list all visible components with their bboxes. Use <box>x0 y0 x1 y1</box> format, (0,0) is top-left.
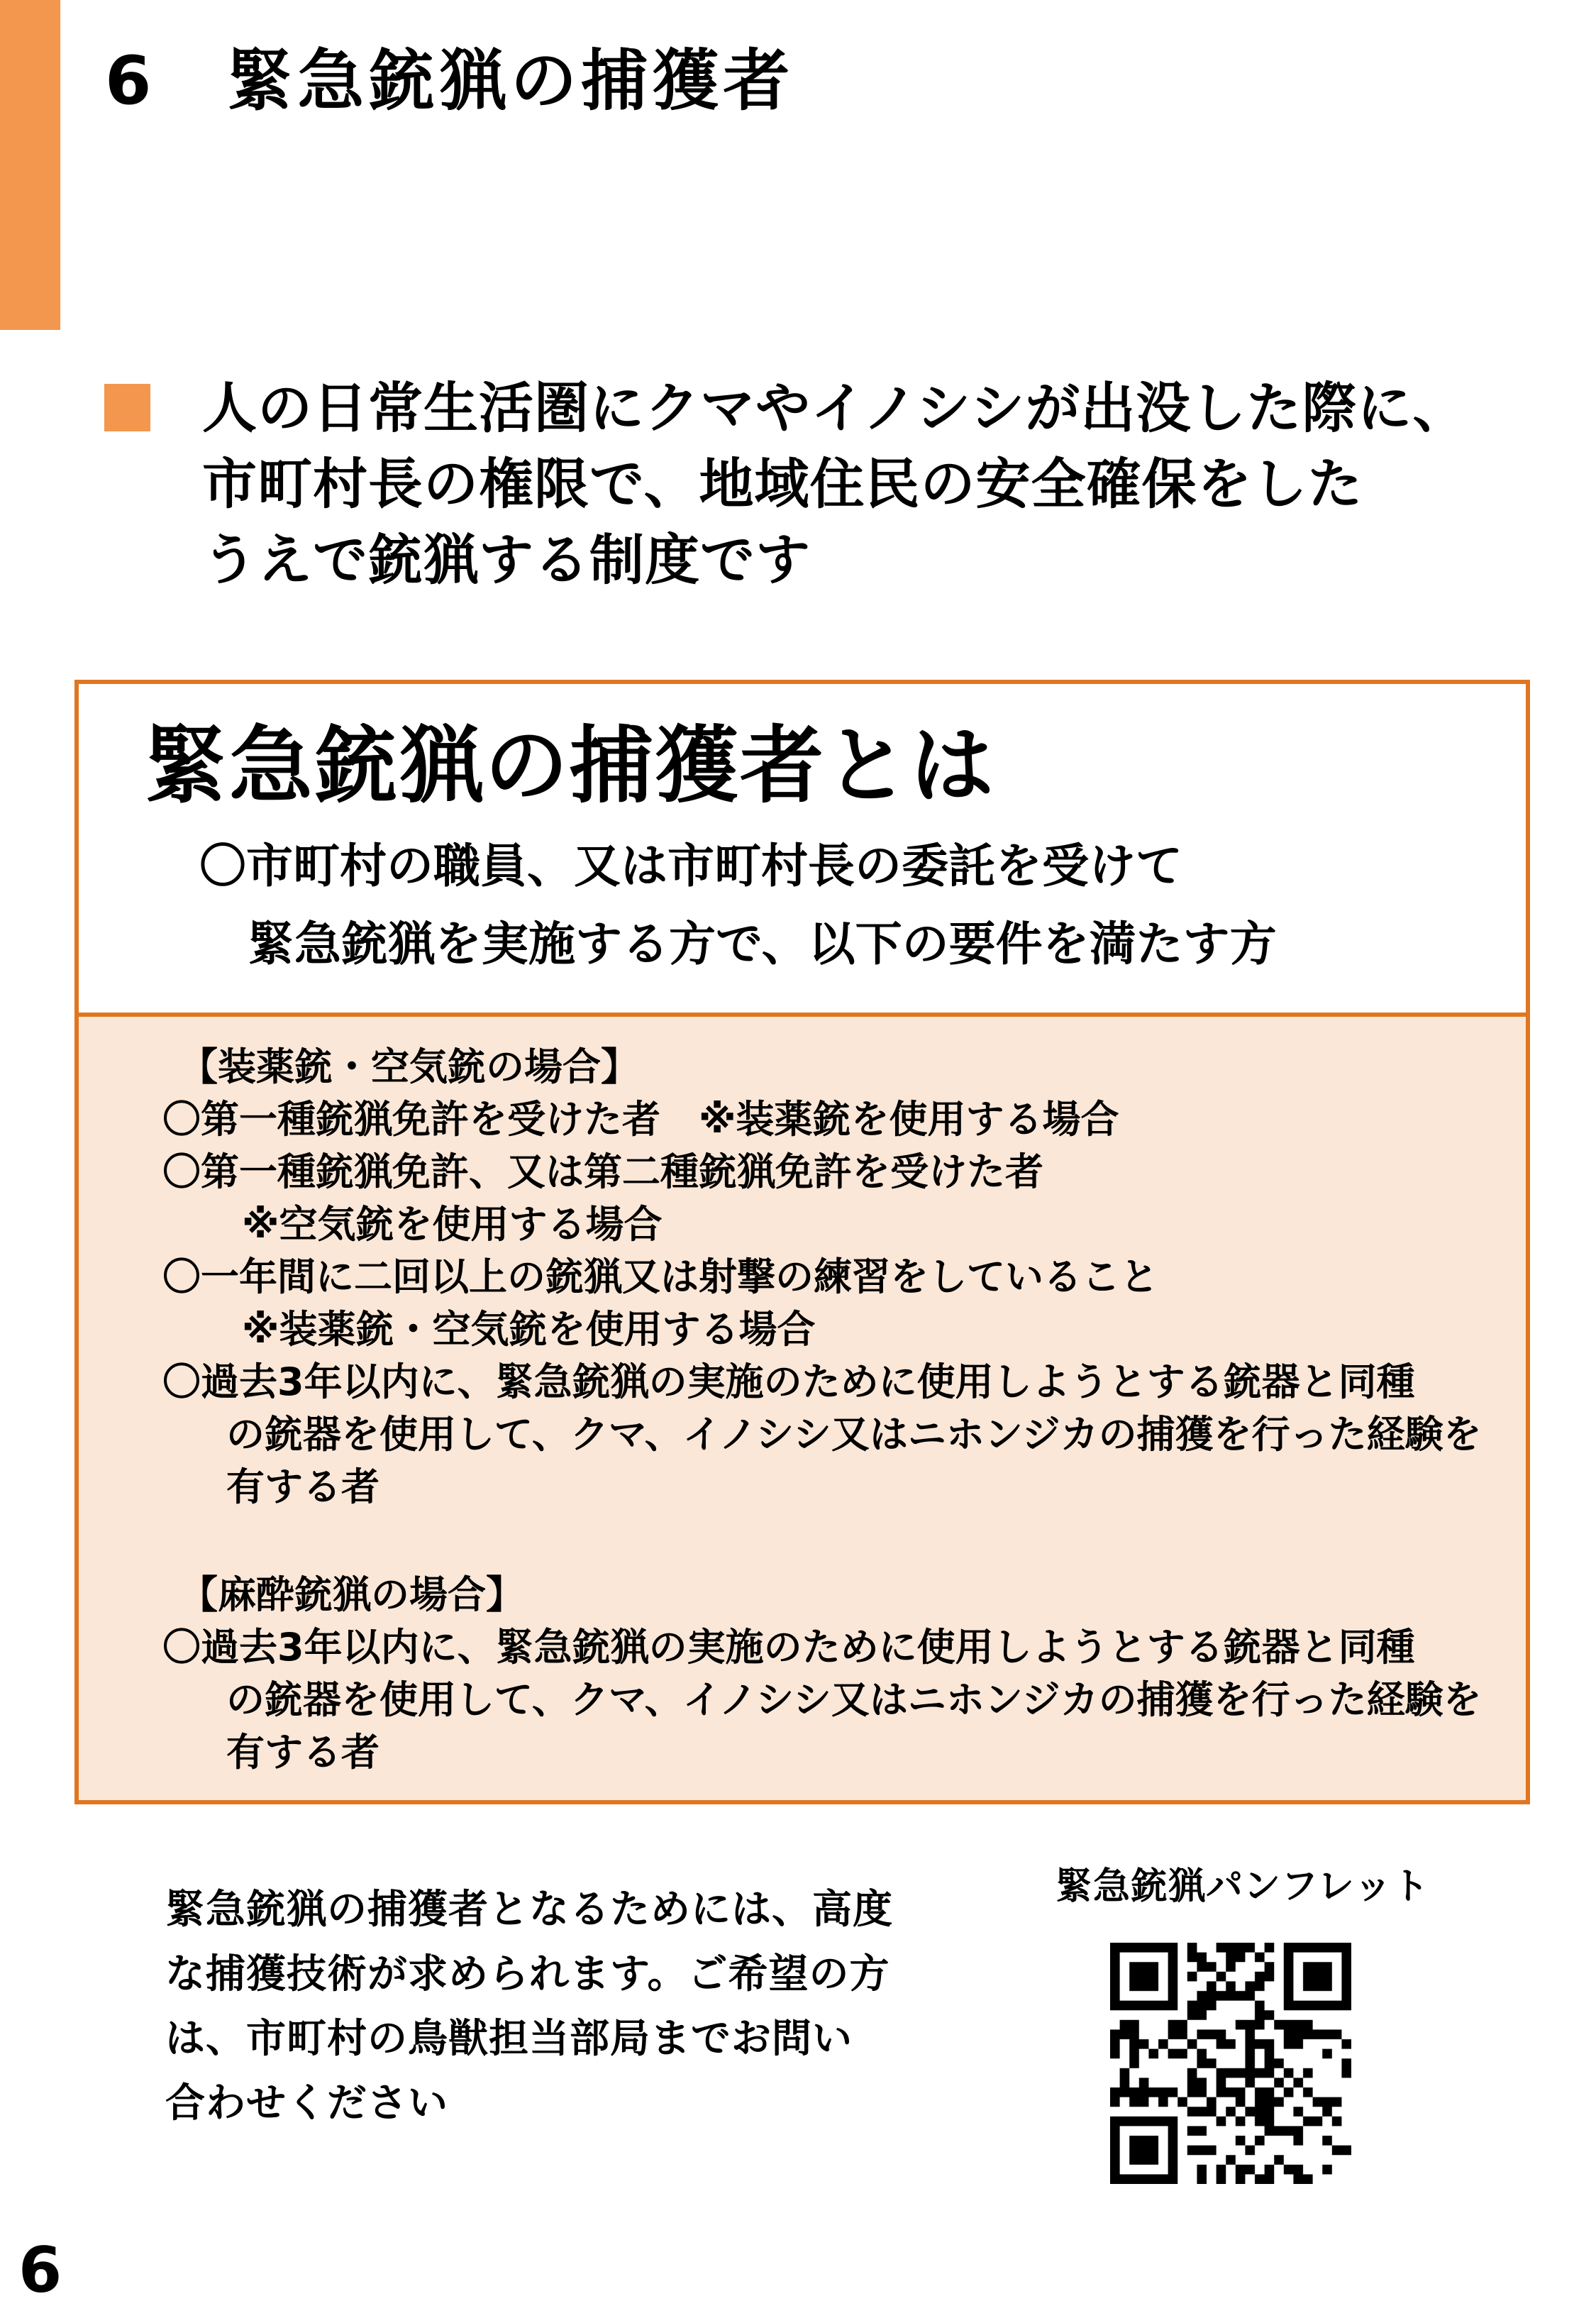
requirement-note: ※空気銃を使用する場合 <box>242 1202 663 1247</box>
qr-code <box>1110 1943 1351 2184</box>
requirement-continuation: の銃器を使用して、クマ、イノシシ又はニホンジカの捕獲を行った経験を <box>226 1412 1482 1457</box>
contact-note-line: な捕獲技術が求められます。ご希望の方 <box>165 1951 890 1997</box>
definition-box-title: 緊急銃猟の捕獲者とは <box>144 717 996 815</box>
orange-sidebar <box>0 0 60 330</box>
requirement-note: ※装薬銃・空気銃を使用する場合 <box>242 1307 816 1352</box>
requirement-continuation: 有する者 <box>226 1730 379 1775</box>
requirement-continuation: 有する者 <box>226 1464 379 1509</box>
intro-paragraph <box>202 371 1468 599</box>
requirements-box <box>74 1017 1530 1804</box>
intro-line: 人の日常生活圏にクマやイノシシが出没した際に、 <box>202 377 1468 441</box>
requirement-item: 〇過去3年以内に、緊急銃猟の実施のために使用しようとする銃器と同種 <box>162 1625 1415 1670</box>
definition-line: 緊急銃猟を実施する方で、以下の要件を満たす方 <box>248 916 1277 971</box>
definition-box <box>74 680 1530 1017</box>
requirement-item: 〇第一種銃猟免許を受けた者 ※装薬銃を使用する場合 <box>162 1097 1119 1142</box>
contact-note-line: 合わせください <box>165 2080 448 2126</box>
intro-line: 市町村長の権限で、地域住民の安全確保をした <box>202 453 1363 517</box>
definition-line: 〇市町村の職員、又は市町村長の委託を受けて <box>199 838 1182 893</box>
requirements-header: 【麻酔銃猟の場合】 <box>179 1572 524 1617</box>
contact-note-line: 緊急銃猟の捕獲者となるためには、高度 <box>165 1887 893 1933</box>
requirement-item: 〇過去3年以内に、緊急銃猟の実施のために使用しようとする銃器と同種 <box>162 1359 1415 1404</box>
requirement-item: 〇一年間に二回以上の銃猟又は射撃の練習をしていること <box>162 1254 1158 1299</box>
requirements-header: 【装薬銃・空気銃の場合】 <box>179 1044 639 1089</box>
requirements-spacer <box>79 1513 1526 1569</box>
intro-line: うえで銃猟する制度です <box>202 529 811 592</box>
contact-note <box>165 1877 893 2136</box>
page-title: 6 緊急銃猟の捕獲者 <box>105 43 794 120</box>
qr-label: 緊急銃猟パンフレット <box>1055 1865 1430 1908</box>
page-number: 6 <box>18 2234 62 2306</box>
requirement-item: 〇第一種銃猟免許、又は第二種銃猟免許を受けた者 <box>162 1149 1043 1194</box>
requirement-continuation: の銃器を使用して、クマ、イノシシ又はニホンジカの捕獲を行った経験を <box>226 1677 1482 1722</box>
contact-note-line: は、市町村の鳥獣担当部局までお問い <box>165 2016 853 2062</box>
orange-bullet-square <box>104 384 150 431</box>
